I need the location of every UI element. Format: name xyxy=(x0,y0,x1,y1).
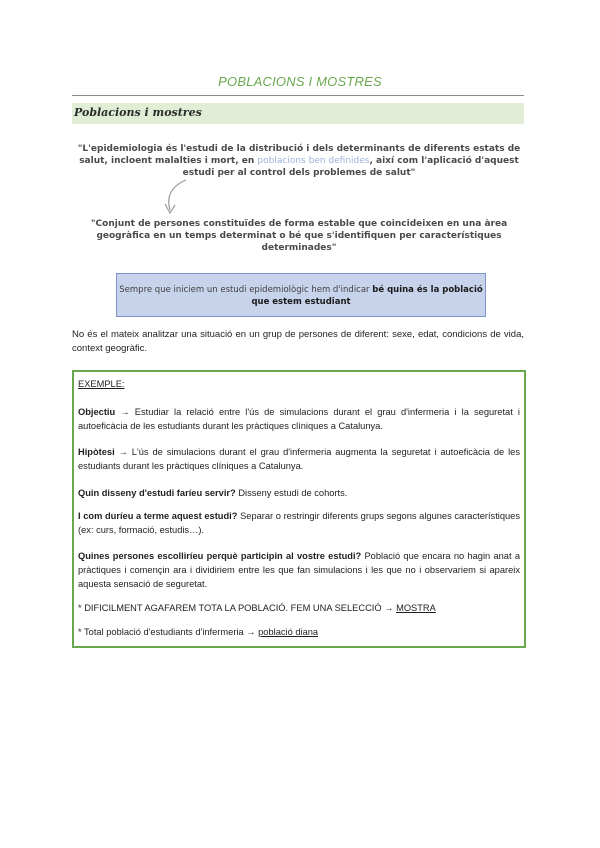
example-design xyxy=(78,486,520,500)
definition-quote xyxy=(76,143,522,179)
curved-arrow-icon xyxy=(160,178,200,220)
objective-text: Estudiar la relació entre l'ús de simulacions durant el grau d'infermeria i la seguretat i autoeficàcia de les estudiants durant les pràctiques clíniques a Catalunya. xyxy=(78,407,520,431)
title-divider xyxy=(72,95,524,96)
quote-highlight: poblacions ben definides xyxy=(257,156,370,166)
example-note-target xyxy=(78,625,520,639)
example-how xyxy=(78,509,520,537)
note-sample-text: * DIFICILMENT AGAFAREM TOTA LA POBLACIÓ. FEM UNA SELECCIÓ → xyxy=(78,603,397,613)
page-title: POBLACIONS I MOSTRES xyxy=(218,74,382,89)
example-hypothesis xyxy=(78,445,520,473)
intro-paragraph: No és el mateix analitzar una situació en un grup de persones de diferent: sexe, edat, condicions de vida, context geogràfic. xyxy=(72,329,524,354)
note-bold-text: bé quina és la població que estem estudiant xyxy=(251,285,483,307)
example-objective xyxy=(78,405,520,433)
objective-label: Objectiu → xyxy=(78,407,130,417)
population-definition-quote: "Conjunt de persones constituïdes de forma estable que coincideixen en una àrea geogràfica en un temps determinat o bé que s'identifiquen per característiques determinades" xyxy=(90,219,508,253)
note-target-text: * Total població d'estudiants d'infermeria → xyxy=(78,627,259,637)
hypothesis-label: Hipòtesi → xyxy=(78,447,128,457)
note-sample-term: MOSTRA xyxy=(396,603,436,613)
section-heading: Poblacions i mostres xyxy=(74,106,202,119)
highlight-note-box xyxy=(116,273,486,317)
quote-text-end: , així com l'aplicació d'aquest estudi per al control dels problemes de salut" xyxy=(182,156,519,178)
who-question: Quines persones escolliríeu perquè participin al vostre estudi? xyxy=(78,551,362,561)
who-answer: Població que encara no hagin anat a pràctiques i començin ara i dividiriem entre les que fan simulacions i les que no i observariem si apareix aquesta sensació de seguretat. xyxy=(78,551,520,589)
note-target-term: població diana xyxy=(258,627,319,637)
quote-text-start: "L'epidemiologia és l'estudi de la distribució i dels determinants de diferents estats de salut, incloent malalties i mort, en xyxy=(77,144,521,166)
example-heading: EXEMPLE: xyxy=(78,379,125,389)
how-answer: Separar o restringir diferents grups segons algunes característiques (ex: curs, formació, estudis…). xyxy=(78,511,521,535)
how-question: I com duríeu a terme aquest estudi? xyxy=(78,511,238,521)
design-question: Quin disseny d'estudi faríeu servir? xyxy=(78,488,236,498)
design-answer: Disseny estudi de cohorts. xyxy=(235,488,348,498)
hypothesis-text: L'ús de simulacions durant el grau d'infermeria augmenta la seguretat i autoeficàcia de les estudiants durant les pràctiques clíniques a Catalunya. xyxy=(78,447,520,471)
example-note-sample xyxy=(78,601,520,615)
example-who xyxy=(78,549,520,591)
note-text: Sempre que iniciem un estudi epidemiològic hem d'indicar xyxy=(119,285,373,295)
